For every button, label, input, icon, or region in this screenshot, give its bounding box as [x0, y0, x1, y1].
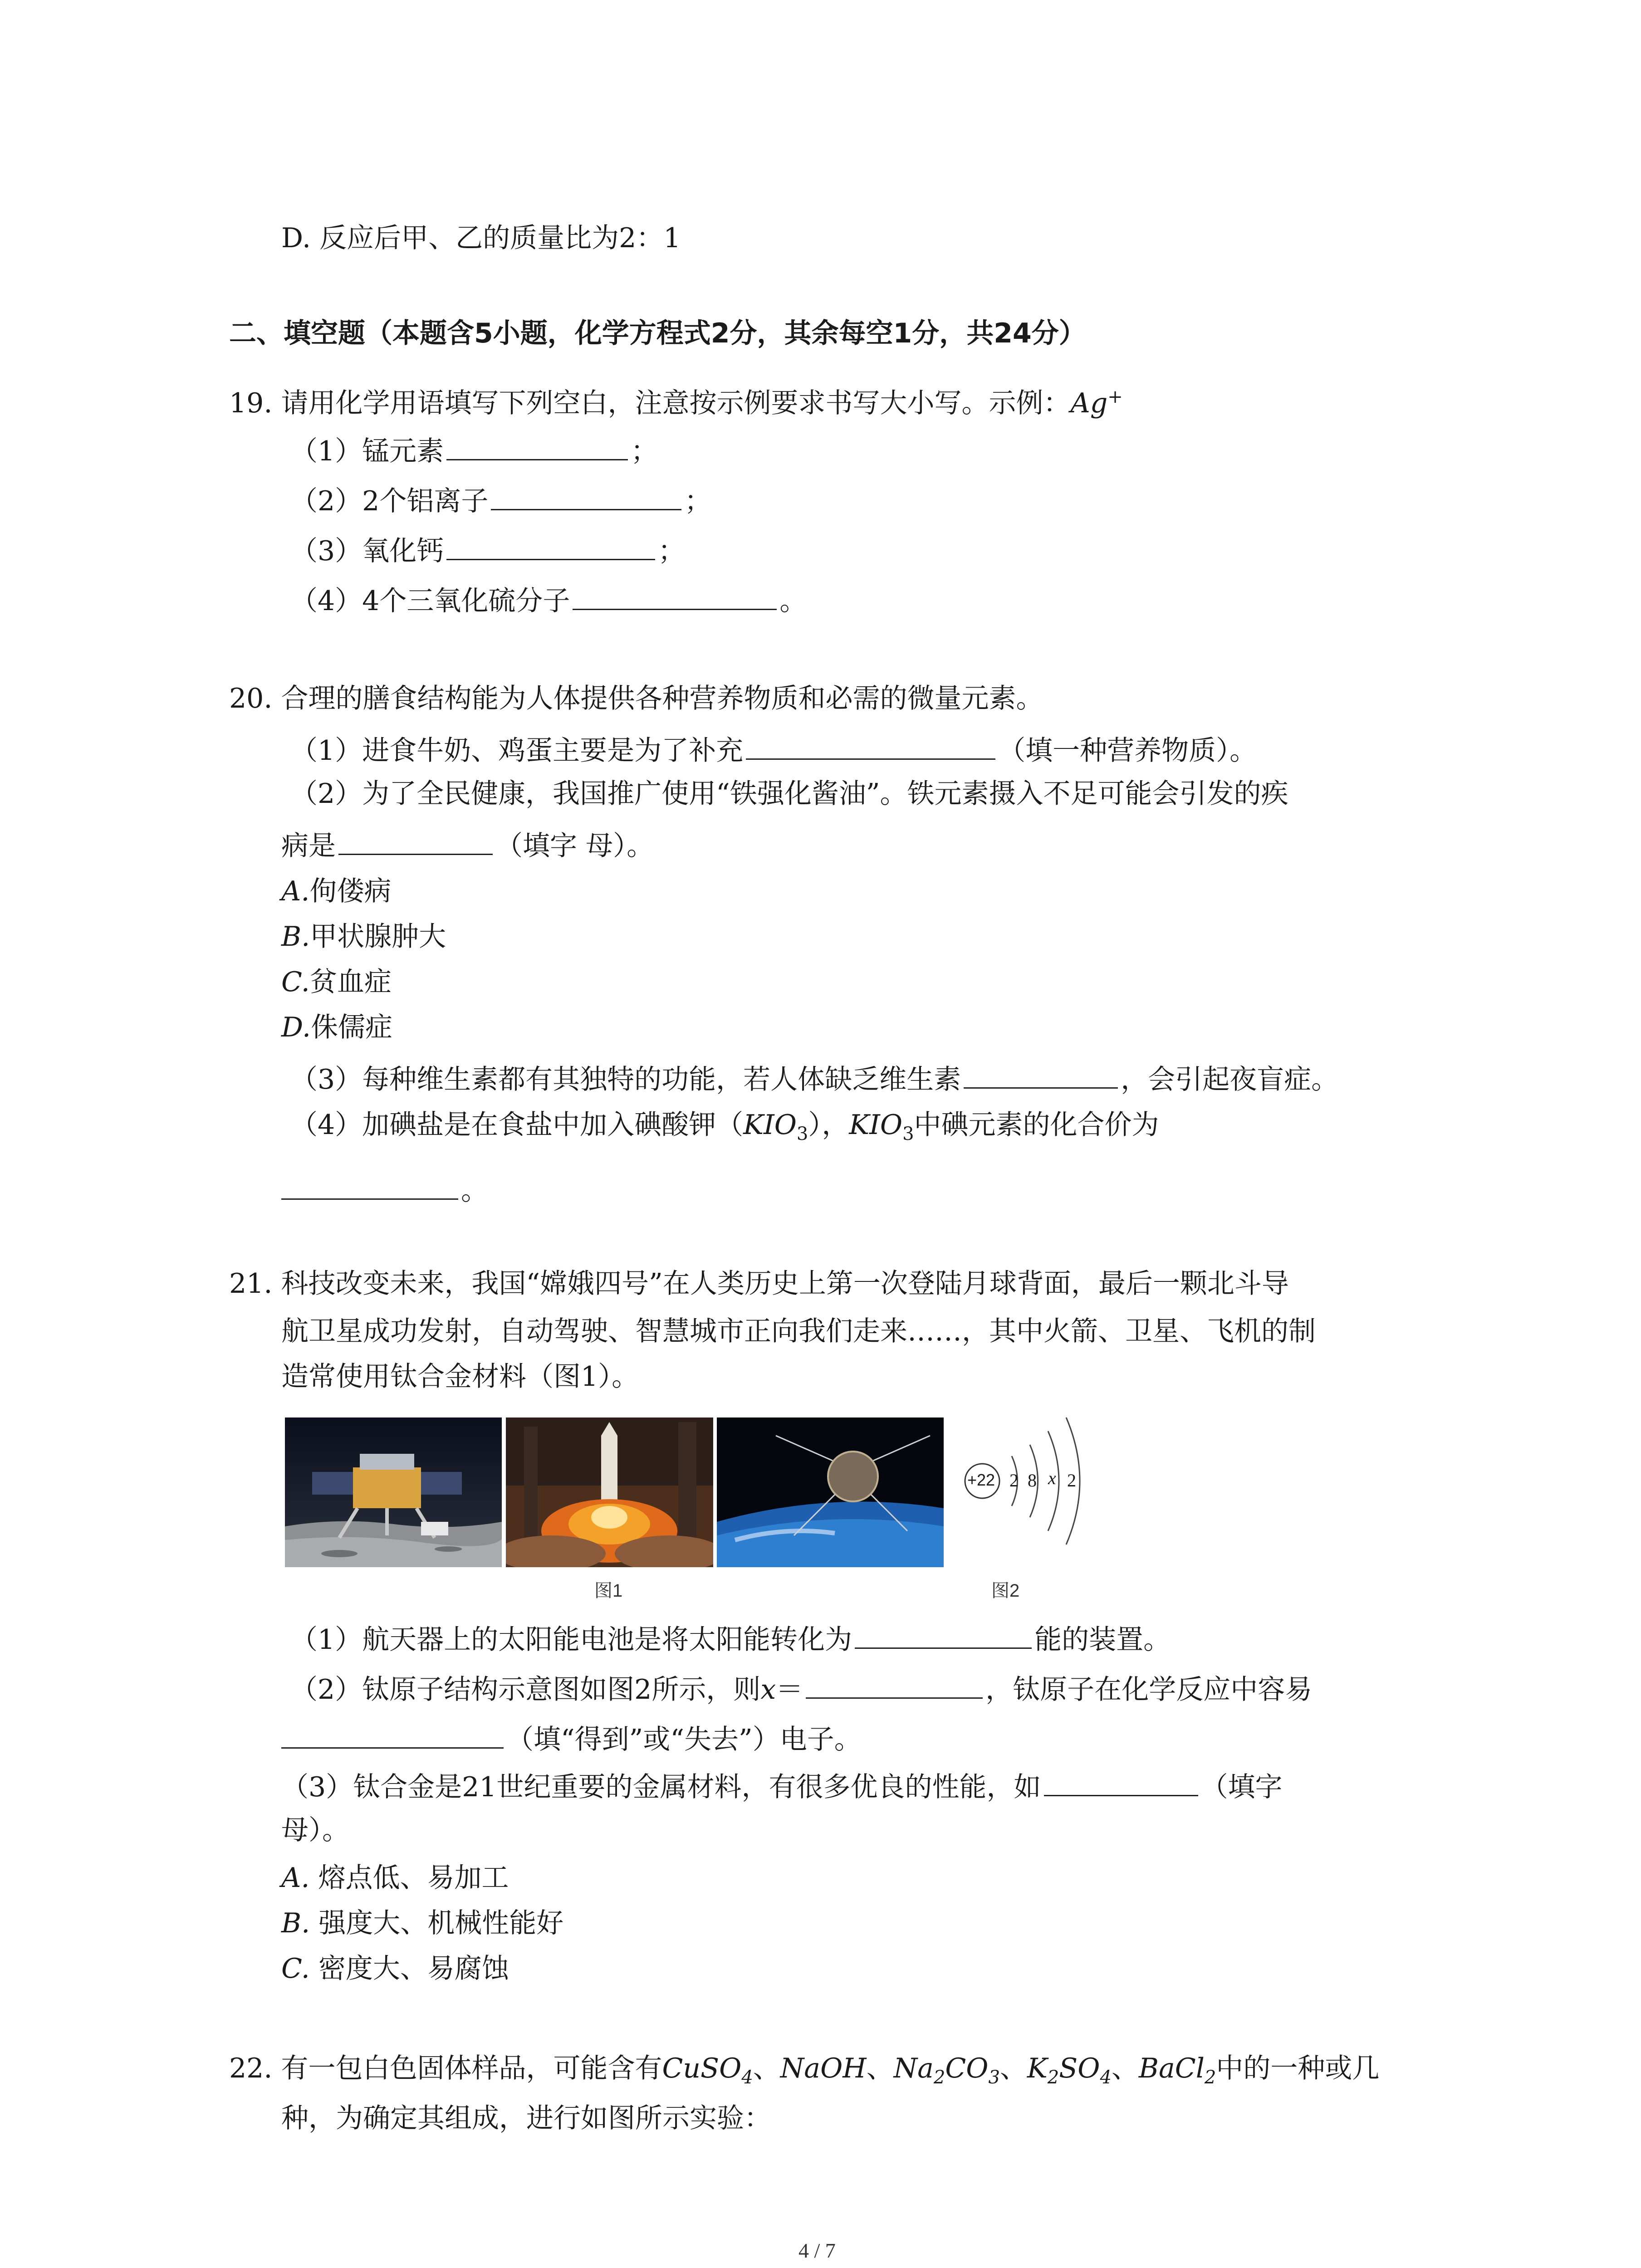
rocket-launch-photo — [506, 1418, 713, 1567]
q20-option-b: B.甲状腺肿大 — [281, 921, 446, 953]
answer-blank[interactable] — [446, 531, 655, 560]
lunar-lander-photo — [285, 1418, 502, 1567]
figure-1-caption: 图1 — [594, 1581, 623, 1601]
q21-stem-line1: 21. 科技改变未来，我国“嫦娥四号”在人类历史上第一次登陆月球背面，最后一颗北斗导 — [229, 1268, 1289, 1300]
q20-option-c: C.贫血症 — [281, 966, 392, 998]
section-heading: 二、填空题（本题含5小题，化学方程式2分，其余每空1分，共24分） — [229, 318, 1086, 349]
answer-blank[interactable] — [338, 826, 493, 855]
q22-stem-line2: 种，为确定其组成，进行如图所示实验： — [281, 2102, 771, 2134]
q21-part-2-line2: （填“得到”或“失去”）电子。 — [281, 1719, 862, 1758]
q20-option-a: A.佝偻病 — [281, 875, 392, 907]
q19-item-3: （3）氧化钙 ； — [290, 531, 685, 569]
answer-blank[interactable] — [806, 1669, 983, 1699]
answer-blank[interactable] — [855, 1619, 1032, 1649]
answer-blank[interactable] — [1044, 1767, 1198, 1796]
formula-cuso4: CuSO$_4$ — [662, 2053, 753, 2088]
q20-part-3: （3）每种维生素都有其独特的功能，若人体缺乏维生素 ，会引起夜盲症。 — [290, 1059, 1338, 1098]
q21-stem-line3: 造常使用钛合金材料（图1）。 — [281, 1361, 639, 1393]
q21-option-c: C. 密度大、易腐蚀 — [281, 1953, 509, 1984]
q20-option-d: D.侏儒症 — [281, 1012, 393, 1043]
answer-blank[interactable] — [446, 431, 628, 460]
q19-item-4: （4）4个三氧化硫分子 。 — [290, 581, 807, 619]
satellite-photo — [717, 1418, 944, 1567]
q20-stem: 20. 合理的膳食结构能为人体提供各种营养物质和必需的微量元素。 — [229, 683, 1043, 714]
answer-blank[interactable] — [281, 1170, 458, 1200]
formula-naoh: NaOH — [780, 2053, 867, 2084]
shell-1-electrons: 2 — [1009, 1470, 1019, 1491]
q20-part-4-answer: 。 — [281, 1170, 488, 1209]
atom-nucleus-charge: +22 — [967, 1471, 995, 1489]
q21-option-a: A. 熔点低、易加工 — [281, 1862, 509, 1894]
shell-4-electrons: 2 — [1067, 1470, 1076, 1491]
q20-part-2-line2: 病是 （填字 母）。 — [281, 826, 654, 864]
q21-part-2: （2）钛原子结构示意图如图2所示，则x＝ ，钛原子在化学反应中容易 — [290, 1669, 1312, 1708]
titanium-atom-diagram — [957, 1397, 1093, 1569]
answer-blank[interactable] — [964, 1059, 1118, 1089]
shell-2-electrons: 8 — [1028, 1470, 1037, 1491]
answer-blank[interactable] — [281, 1719, 504, 1749]
q19-stem: 19. 请用化学用语填写下列空白，注意按示例要求书写大小写。示例：Ag+ — [229, 386, 1123, 419]
shell-3-electrons: x — [1048, 1468, 1056, 1488]
q20-part-1: （1）进食牛奶、鸡蛋主要是为了补充 （填一种营养物质）。 — [290, 730, 1257, 769]
q21-part-3: （3）钛合金是21世纪重要的金属材料，有很多优良的性能，如 （填字 — [281, 1767, 1283, 1805]
page-number: 4 / 7 — [798, 2239, 836, 2262]
answer-blank[interactable] — [573, 581, 777, 610]
figure-2-caption: 图2 — [991, 1581, 1020, 1601]
q21-part-1: （1）航天器上的太阳能电池是将太阳能转化为 能的装置。 — [290, 1619, 1171, 1658]
q18-option-d: D. 反应后甲、乙的质量比为2：1 — [281, 222, 681, 254]
q19-item-1: （1）锰元素 ； — [290, 431, 658, 469]
q20-part-4: （4）加碘盐是在食盐中加入碘酸钾$(KIO_3)$，$KIO_3$中碘元素的化合价为 — [290, 1109, 1159, 1144]
q21-part-3-line2: 母）。 — [281, 1814, 349, 1846]
q22-stem-line1: 22. 有一包白色固体样品，可能含有CuSO$_4$、NaOH、$Na_2CO_3$、$K_2SO_4$、BaCl$_2$中的一种或几 — [229, 2053, 1380, 2088]
formula-k2so4: $K_2SO_4$ — [1027, 2053, 1112, 2088]
q20-part-2-line1: （2）为了全民健康，我国推广使用“铁强化酱油”。铁元素摄入不足可能会引发的疾 — [290, 778, 1288, 810]
answer-blank[interactable] — [746, 730, 995, 760]
q19-item-2: （2）2个铝离子 ； — [290, 481, 711, 519]
formula-bacl2: BaCl$_2$ — [1138, 2053, 1216, 2088]
formula-na2co3: $Na_2CO_3$ — [893, 2053, 1000, 2088]
answer-blank[interactable] — [491, 481, 681, 510]
q21-option-b: B. 强度大、机械性能好 — [281, 1907, 564, 1939]
q21-stem-line2: 航卫星成功发射，自动驾驶、智慧城市正向我们走来……，其中火箭、卫星、飞机的制 — [281, 1315, 1316, 1347]
